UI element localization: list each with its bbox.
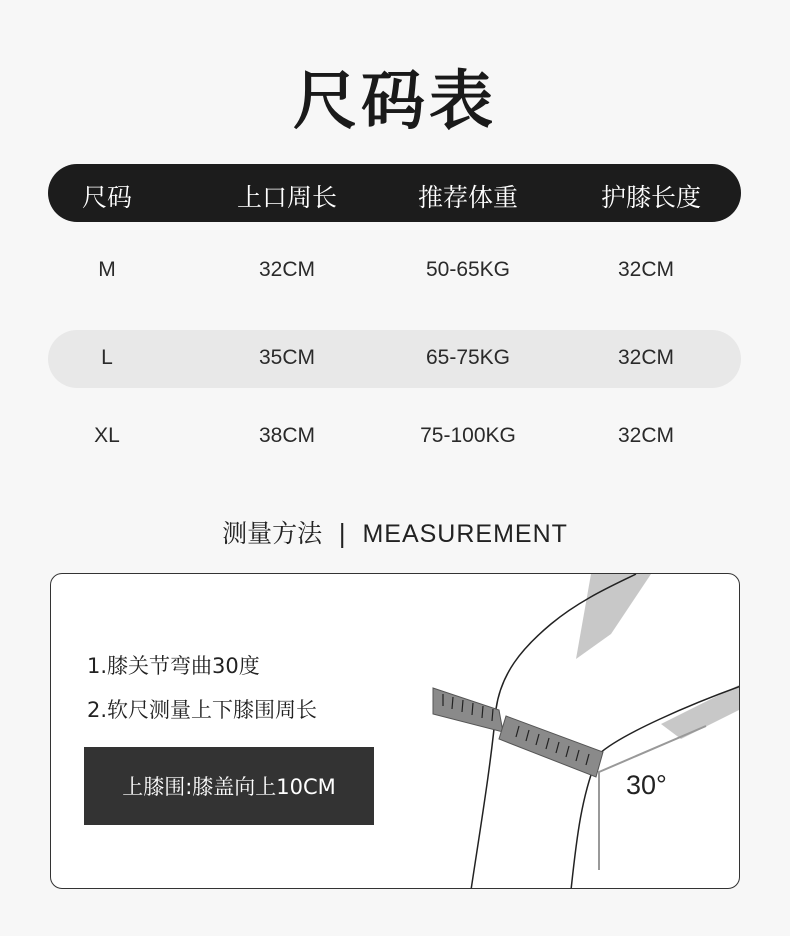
cell-top-circumference: 32CM — [258, 258, 316, 281]
measurement-title-en: MEASUREMENT — [362, 520, 568, 548]
cell-size: L — [101, 346, 113, 369]
tape-right — [499, 716, 603, 777]
cell-knee-pad-length: 32CM — [617, 424, 675, 447]
measurement-panel — [50, 573, 740, 889]
upper-knee-note-text: 上膝围:膝盖向上10CM — [122, 775, 336, 799]
header-top-circumference: 上口周长 — [236, 183, 338, 212]
upper-knee-note — [84, 747, 374, 825]
table-row — [48, 242, 741, 300]
cell-recommended-weight: 65-75KG — [425, 346, 511, 369]
header-size: 尺码 — [81, 183, 133, 212]
cell-knee-pad-length: 32CM — [617, 346, 675, 369]
knee-measurement-illustration — [51, 574, 740, 889]
cell-recommended-weight: 75-100KG — [420, 424, 516, 447]
table-row — [48, 408, 741, 466]
thigh-shadow — [576, 574, 651, 659]
table-row — [48, 330, 741, 388]
page-title: 尺码表 — [293, 65, 497, 139]
cell-top-circumference: 35CM — [258, 346, 316, 369]
shin-shadow — [661, 684, 740, 739]
angle-label: 30° — [626, 770, 667, 800]
header-recommended-weight: 推荐体重 — [417, 183, 519, 212]
size-table-header — [48, 164, 741, 222]
header-knee-pad-length: 护膝长度 — [600, 183, 702, 212]
measurement-heading — [0, 514, 790, 550]
measurement-step-2: 2.软尺测量上下膝围周长 — [87, 698, 318, 722]
measurement-step-1: 1.膝关节弯曲30度 — [87, 654, 260, 678]
cell-size: M — [98, 258, 116, 281]
cell-size: XL — [94, 424, 120, 447]
measurement-title-cn: 测量方法 — [222, 519, 323, 548]
cell-top-circumference: 38CM — [258, 424, 316, 447]
cell-recommended-weight: 50-65KG — [425, 258, 511, 281]
measurement-separator: | — [338, 519, 347, 548]
cell-knee-pad-length: 32CM — [617, 258, 675, 281]
